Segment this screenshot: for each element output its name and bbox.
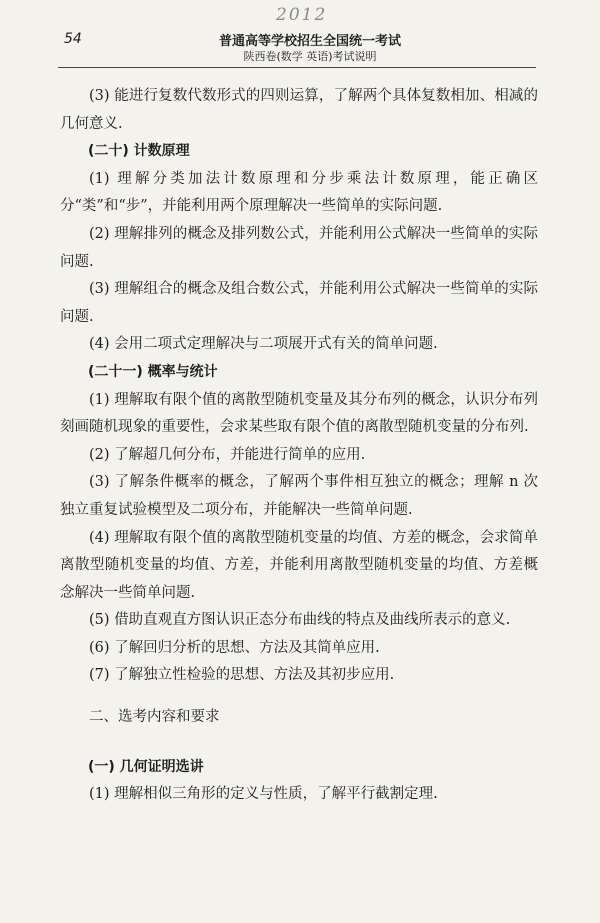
paragraph-counting-3: (3) 理解组合的概念及组合数公式，并能利用公式解决一些简单的实际问题. — [60, 281, 538, 325]
paragraph-probability-7: (7) 了解独立性检验的思想、方法及其初步应用. — [89, 667, 395, 684]
paragraph-counting-2: (2) 理解排列的概念及排列数公式，并能利用公式解决一些简单的实际问题. — [60, 225, 538, 270]
section-elective-content: 二、选考内容和要求 — [89, 709, 220, 726]
paragraph-probability-4: (4) 理解取有限个值的离散型随机变量的均值、方差的概念，会求简单离散型随机变量的均值、方差，并能利用离散型随机变量的均值、方差概念解决一些简单问题. — [60, 529, 538, 601]
paragraph-probability-5: (5) 借助直观直方图认识正态分布曲线的特点及曲线所表示的意义. — [89, 612, 511, 629]
paragraph-probability-6: (6) 了解回归分析的思想、方法及其简单应用. — [89, 639, 380, 656]
page-number: 54 — [64, 31, 82, 47]
paragraph-probability-3: (3) 了解条件概率的概念，了解两个事件相互独立的概念；理解 n 次独立重复试验模型及二项分布，并能解决一些简单问题. — [60, 474, 538, 518]
paragraph-geometry-1: (1) 理解相似三角形的定义与性质，了解平行截割定理. — [89, 786, 438, 803]
heading-geometry-proofs: (一) 几何证明选讲 — [88, 758, 204, 775]
paragraph-probability-1: (1) 理解取有限个值的离散型随机变量及其分布列的概念，认识分布列刻画随机现象的重要性，会求某些取有限个值的离散型随机变量的分布列. — [60, 391, 538, 436]
page-body — [60, 83, 538, 809]
header-title: 普通高等学校招生全国统一考试 — [218, 34, 401, 49]
header-rule — [58, 67, 536, 68]
header-subtitle: 陕西卷(数学 英语)考试说明 — [243, 50, 377, 63]
paragraph-counting-4: (4) 会用二项式定理解决与二项展开式有关的简单问题. — [89, 336, 438, 353]
heading-probability-statistics: (二十一) 概率与统计 — [88, 363, 218, 380]
paragraph-counting-1: (1) 理解分类加法计数原理和分步乘法计数原理，能正确区分“类”和“步”，并能利用两个原理解决一些简单的实际问题. — [60, 170, 538, 215]
paragraph-complex-ops: (3) 能进行复数代数形式的四则运算，了解两个具体复数相加、相减的几何意义. — [60, 88, 538, 132]
header-year: 2012 — [276, 5, 328, 25]
heading-counting-principles: (二十) 计数原理 — [88, 143, 190, 160]
paragraph-probability-2: (2) 了解超几何分布，并能进行简单的应用. — [89, 446, 366, 463]
